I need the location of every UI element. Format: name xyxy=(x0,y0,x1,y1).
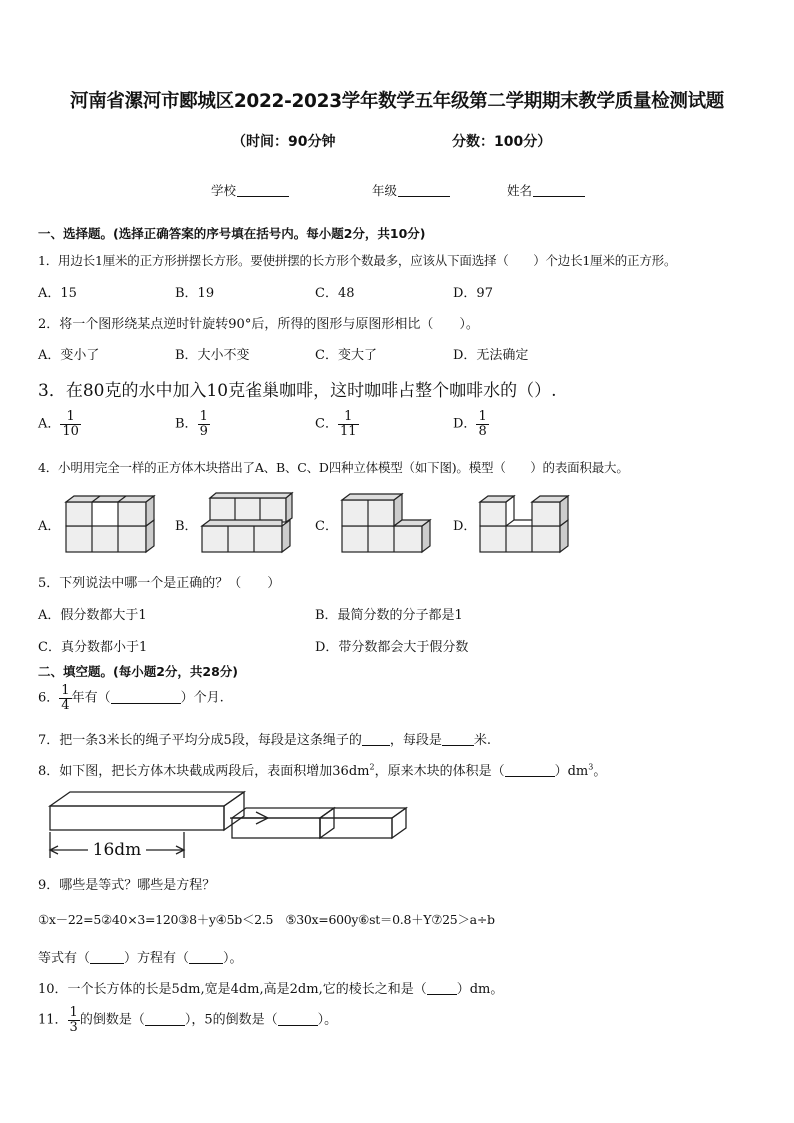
q5-option-b: B．最简分数的分子都是1 xyxy=(315,608,463,623)
question-7: 7．把一条3米长的绳子平均分成5段，每段是这条绳子的 ，每段是 米. xyxy=(38,733,491,748)
school-field: 学校 xyxy=(211,181,289,199)
grade-field: 年级 xyxy=(372,181,450,199)
q3-option-d: D． $\frac{1}{8}$ xyxy=(453,409,487,439)
model-a-figure xyxy=(62,490,158,556)
question-11: 11． $\frac{1}{3}$ 的倒数是（ ），5的倒数是（ ）。 xyxy=(38,1005,338,1035)
q4-label-d: D． xyxy=(453,519,477,534)
q2-option-c: C．变大了 xyxy=(315,348,377,363)
q1-option-b: B．19 xyxy=(175,286,215,301)
q4-label-c: C． xyxy=(315,519,338,534)
question-8: 8．如下图，把长方体木块截成两段后，表面积增加$36dm^2$，原来木块的体积是（ ）$dm^3$。 xyxy=(38,762,607,779)
q1-option-a: A．15 xyxy=(38,286,77,301)
section-1-heading: 一、选择题。(选择正确答案的序号填在括号内。每小题2分，共10分) xyxy=(38,226,426,241)
q2-option-b: B．大小不变 xyxy=(175,348,250,363)
question-3-stem: 3．在80克的水中加入10克雀巢咖啡，这时咖啡占整个咖啡水的（）. xyxy=(38,381,557,401)
page-title: 河南省漯河市郾城区2022-2023学年数学五年级第二学期期末教学质量检测试题 xyxy=(70,91,724,112)
question-4-stem: 4．小明用完全一样的正方体木块搭出了A、B、C、D四种立体模型（如下图)。模型（ ）的表面积最大。 xyxy=(38,460,629,475)
q2-option-a: A．变小了 xyxy=(38,348,100,363)
q3-option-c: C． $\frac{1}{11}$ xyxy=(315,409,357,439)
question-9-stem: 9．哪些是等式？哪些是方程？ xyxy=(38,878,216,893)
time-label: （时间：90分钟 xyxy=(232,134,336,150)
model-b-figure xyxy=(198,490,294,556)
model-d-figure xyxy=(476,490,572,556)
section-2-heading: 二、填空题。(每小题2分，共28分) xyxy=(38,664,239,679)
q4-label-a: A． xyxy=(38,519,61,534)
q9-answer: 等式有（ ）方程有（ ）。 xyxy=(38,951,243,966)
score-label: 分数：100分） xyxy=(452,134,552,150)
q1-option-d: D．97 xyxy=(453,286,493,301)
q5-option-c: C．真分数都小于1 xyxy=(38,640,148,655)
question-10: 10．一个长方体的长是5dm,宽是4dm,高是2dm,它的棱长之和是（ ）dm。 xyxy=(38,982,504,997)
q2-option-d: D．无法确定 xyxy=(453,348,529,363)
q9-items: ①x－22=5②40×3=120③8＋y④5b＜2.5 ⑤30x=600y⑥st＝0.8＋Y⑦25＞a÷b xyxy=(38,912,495,927)
q1-option-c: C．48 xyxy=(315,286,355,301)
q3-option-b: B． $\frac{1}{9}$ xyxy=(175,409,208,439)
question-6: 6． $\frac{1}{4}$ 年有（ ）个月. xyxy=(38,683,224,713)
model-c-figure xyxy=(338,490,434,556)
q8-figure xyxy=(44,786,414,862)
question-1-stem: 1．用边长1厘米的正方形拼摆长方形。要使拼摆的长方形个数最多，应该从下面选择（ ）个边长1厘米的正方形。 xyxy=(38,253,677,268)
q5-option-d: D．带分数都会大于假分数 xyxy=(315,640,469,655)
question-5-stem: 5．下列说法中哪一个是正确的？（ ） xyxy=(38,576,281,591)
q4-label-b: B． xyxy=(175,519,198,534)
q3-option-a: A． $\frac{1}{10}$ xyxy=(38,409,79,439)
name-field: 姓名 xyxy=(507,181,585,199)
question-2-stem: 2．将一个图形绕某点逆时针旋转90°后，所得的图形与原图形相比（ ）。 xyxy=(38,317,479,332)
q8-length-label: 16dm xyxy=(92,840,142,860)
q5-option-a: A．假分数都大于1 xyxy=(38,608,147,623)
